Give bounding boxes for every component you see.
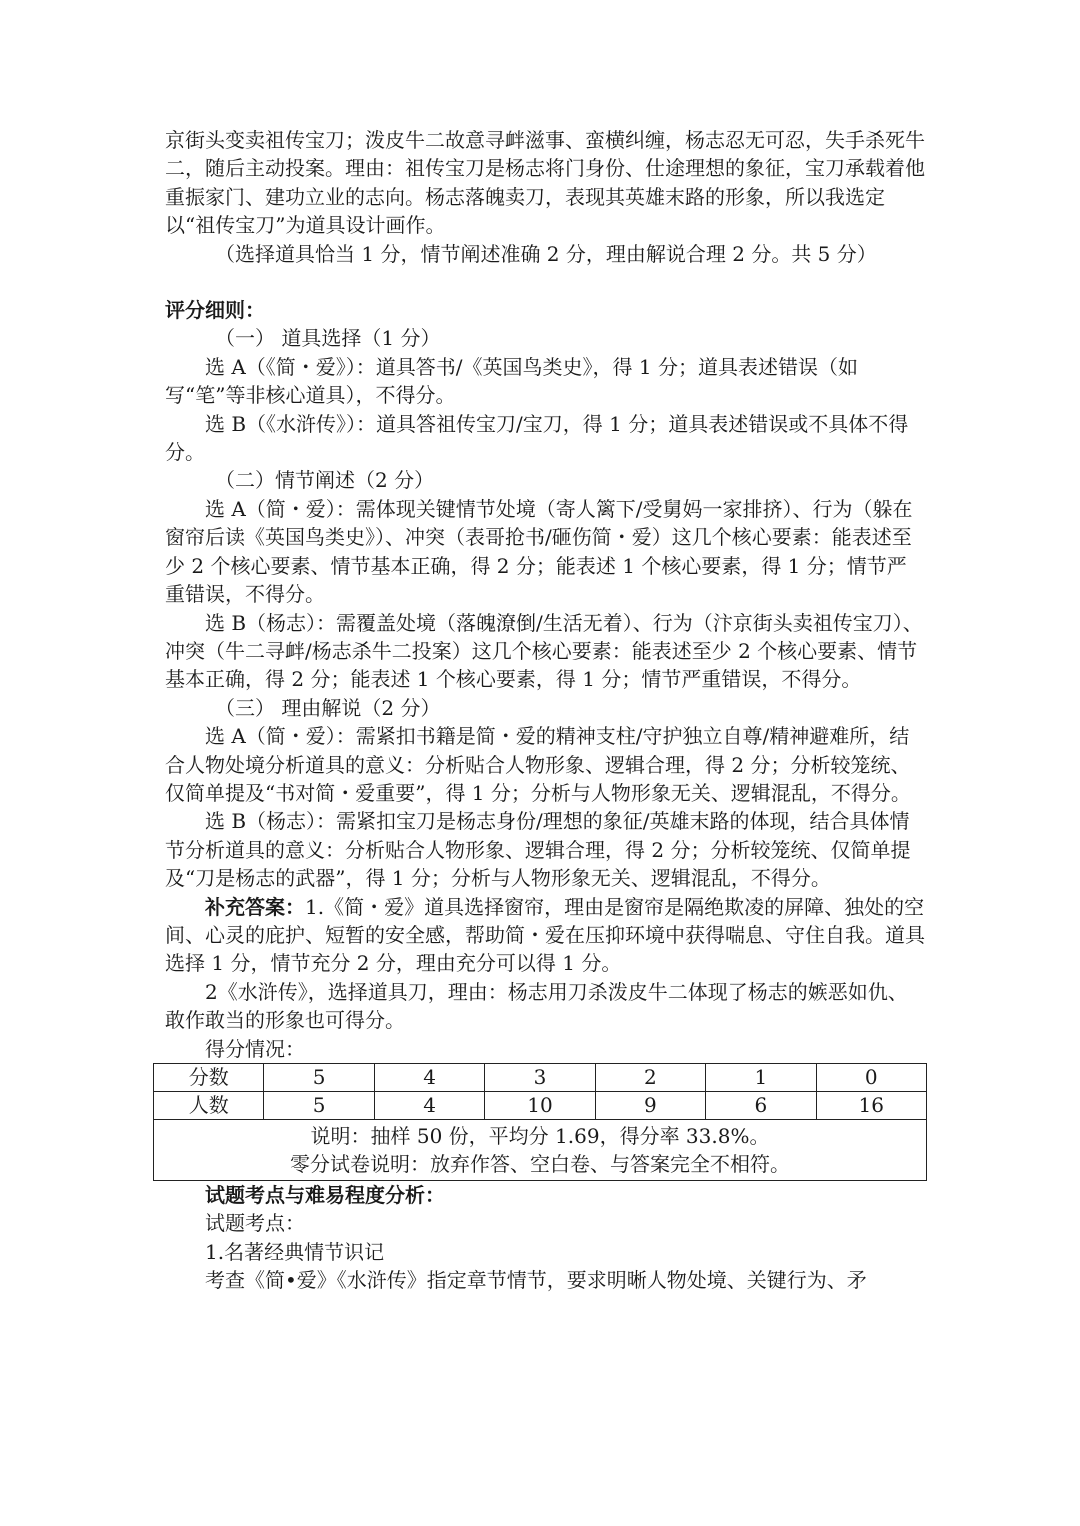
- table-cell: 5: [264, 1064, 374, 1092]
- section-2-item-a: 选 A（简・爱）：需体现关键情节处境（寄人篱下/受舅妈一家排挤）、行为（躲在窗帘后读《英国鸟类史》）、冲突（表哥抢书/砸伤简・爱）这几个核心要素：能表述至少 2 个核心要素、情节基本正确，得 2 分；能表述 1 个核心要素，得 1 分；情节严重错误，不得分。: [165, 496, 913, 607]
- table-row-scores: [154, 1064, 927, 1092]
- table-cell: 9: [595, 1092, 705, 1120]
- table-cell: 3: [485, 1064, 595, 1092]
- document-body: [165, 126, 925, 1295]
- table-cell: 6: [706, 1092, 816, 1120]
- section-3-item-b: 选 B（杨志）：需紧扣宝刀是杨志身份/理想的象征/英雄末路的体现，结合具体情节分析道具的意义：分析贴合人物形象、逻辑合理，得 2 分；分析较笼统、仅简单提及“刀是杨志的武器”，得 1 分；分析与人物形象无关、逻辑混乱，不得分。: [165, 809, 911, 891]
- intro-score-note: （选择道具恰当 1 分，情节阐述准确 2 分，理由解说合理 2 分。共 5 分）: [215, 241, 877, 266]
- table-cell: 4: [374, 1064, 484, 1092]
- analysis-point-1: 1.名著经典情节识记: [205, 1239, 385, 1264]
- table-note-2: 零分试卷说明：放弃作答、空白卷、与答案完全不相符。: [290, 1152, 790, 1176]
- table-cell: 10: [485, 1092, 595, 1120]
- table-cell-label: 人数: [154, 1092, 264, 1120]
- table-cell-label: 分数: [154, 1064, 264, 1092]
- section-2-item-b: 选 B（杨志）：需覆盖处境（落魄潦倒/生活无着）、行为（汴京街头卖祖传宝刀）、冲突（牛二寻衅/杨志杀牛二投案）这几个核心要素：能表述至少 2 个核心要素、情节基本正确，得 2 分；能表述 1 个核心要素，得 1 分；情节严重错误，不得分。: [165, 610, 923, 692]
- score-intro: 得分情况：: [205, 1036, 305, 1061]
- table-cell: 0: [816, 1064, 926, 1092]
- rubric-title: 评分细则：: [165, 298, 265, 323]
- spacer: [165, 268, 925, 296]
- intro-paragraph: 京街头变卖祖传宝刀；泼皮牛二故意寻衅滋事、蛮横纠缠，杨志忍无可忍，失手杀死牛二，随后主动投案。理由：祖传宝刀是杨志将门身份、仕途理想的象征，宝刀承载着他重振家门、建功立业的志向。杨志落魄卖刀，表现其英雄末路的形象，所以我选定以“祖传宝刀”为道具设计画作。: [165, 128, 925, 238]
- section-3-item-a: 选 A（简・爱）：需紧扣书籍是简・爱的精神支柱/守护独立自尊/精神避难所，结合人物处境分析道具的意义：分析贴合人物形象、逻辑合理，得 2 分；分析较笼统、仅简单提及“书对简・爱重要”，得 1 分；分析与人物形象无关、逻辑混乱，不得分。: [165, 724, 911, 805]
- section-3-heading: （三） 理由解说（2 分）: [215, 695, 441, 720]
- table-row-notes: [154, 1120, 927, 1181]
- section-1-heading: （一） 道具选择（1 分）: [215, 326, 441, 351]
- section-1-item-b: 选 B（《水浒传》）：道具答祖传宝刀/宝刀，得 1 分；道具表述错误或不具体不得分。: [165, 411, 909, 465]
- supplement-paragraph: [165, 893, 925, 978]
- section-1-item-a: 选 A（《简・爱》）：道具答书/《英国鸟类史》，得 1 分；道具表述错误（如写“笔”等非核心道具），不得分。: [165, 354, 858, 408]
- table-cell: 4: [374, 1092, 484, 1120]
- analysis-point-1-text: 考查《简•爱》《水浒传》指定章节情节，要求明晰人物处境、关键行为、矛: [205, 1268, 867, 1293]
- table-cell: 5: [264, 1092, 374, 1120]
- analysis-title: 试题考点与难易程度分析：: [205, 1183, 445, 1207]
- table-cell: 1: [706, 1064, 816, 1092]
- analysis-subtitle: 试题考点：: [205, 1211, 305, 1236]
- table-row-counts: [154, 1092, 927, 1120]
- supplement-text-1: 1.《简・爱》道具选择窗帘，理由是窗帘是隔绝欺凌的屏障、独处的空间、心灵的庇护、短暂的安全感，帮助简・爱在压抑环境中获得喘息、守住自我。道具选择 1 分，情节充分 2 分，理由充分可以得 1 分。: [165, 894, 925, 976]
- table-cell: 16: [816, 1092, 926, 1120]
- score-table: [153, 1063, 927, 1181]
- supplement-text-2: 2《水浒传》，选择道具刀，理由：杨志用刀杀泼皮牛二体现了杨志的嫉恶如仇、敢作敢当的形象也可得分。: [165, 979, 908, 1033]
- supplement-label: 补充答案：: [205, 894, 305, 919]
- table-note-1: 说明：抽样 50 份，平均分 1.69，得分率 33.8%。: [310, 1124, 770, 1148]
- table-cell: 2: [595, 1064, 705, 1092]
- table-note-cell: [154, 1120, 927, 1181]
- section-2-heading: （二）情节阐述（2 分）: [215, 468, 435, 493]
